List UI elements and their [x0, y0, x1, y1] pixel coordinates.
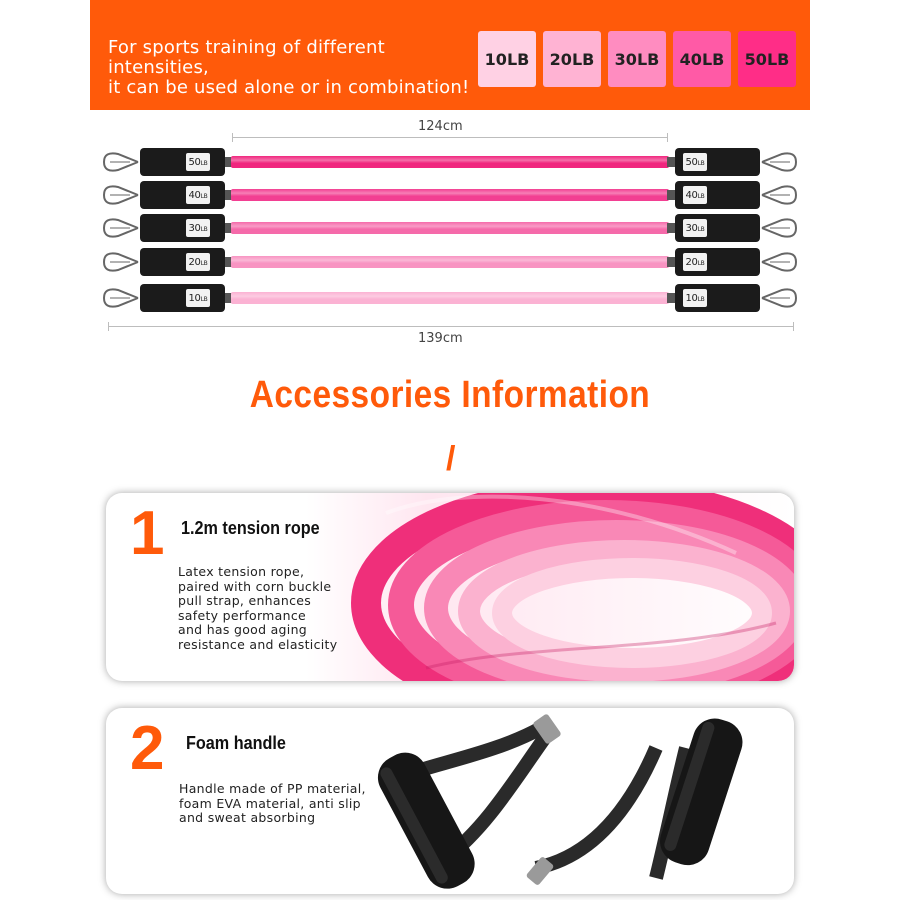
total-length-line	[108, 326, 794, 327]
tube-connector	[667, 190, 675, 200]
band-weight-tag: 10 LB	[683, 289, 707, 307]
band-20lb	[100, 248, 800, 276]
carabiner-hook-icon	[760, 152, 800, 172]
band-end-cap	[140, 148, 225, 176]
description-line: Latex tension rope,	[178, 564, 305, 579]
band-end-cap	[140, 181, 225, 209]
total-length-label: 139cm	[418, 331, 463, 346]
carabiner-hook-icon	[760, 288, 800, 308]
band-tube	[231, 156, 669, 168]
band-10lb	[100, 284, 800, 312]
title-separator: /	[446, 440, 456, 478]
description-line: pull strap, enhances	[178, 593, 312, 608]
banner-text	[108, 38, 478, 98]
band-weight-tag: 50 LB	[186, 153, 210, 171]
band-end-cap	[675, 148, 760, 176]
carabiner-hook-icon	[100, 152, 140, 172]
card-title: 1.2m tension rope	[181, 518, 320, 538]
band-weight-tag: 40 LB	[683, 186, 707, 204]
band-tube	[231, 222, 669, 234]
band-end-cap	[675, 248, 760, 276]
description-line: foam EVA material, anti slip	[179, 795, 361, 811]
band-50lb	[100, 148, 800, 176]
feature-card-tension-rope	[106, 493, 794, 681]
carabiner-hook-icon	[100, 218, 140, 238]
weight-badge-30lb: 30LB	[608, 31, 666, 87]
carabiner-hook-icon	[760, 252, 800, 272]
carabiner-hook-icon	[760, 185, 800, 205]
banner-line-1: For sports training of different intensities,	[108, 37, 385, 78]
pink-coiled-rope-image	[306, 493, 794, 681]
description-line: resistance and elasticity	[178, 636, 338, 652]
inner-length-label: 124cm	[418, 119, 463, 134]
band-weight-tag: 50 LB	[683, 153, 707, 171]
weight-badges	[478, 31, 796, 87]
description-line: Handle made of PP material,	[179, 781, 366, 796]
band-end-cap	[675, 181, 760, 209]
card-description	[179, 782, 366, 826]
carabiner-hook-icon	[760, 218, 800, 238]
weight-badge-20lb: 20LB	[543, 31, 601, 87]
band-end-cap	[675, 214, 760, 242]
carabiner-hook-icon	[100, 252, 140, 272]
band-tube	[231, 189, 669, 201]
weight-badge-10lb: 10LB	[478, 31, 536, 87]
description-line: and has good aging	[178, 622, 308, 637]
carabiner-hook-icon	[100, 185, 140, 205]
description-line: paired with corn buckle	[178, 578, 332, 594]
card-number: 2	[130, 714, 165, 783]
top-banner	[90, 0, 810, 110]
tube-connector	[667, 293, 675, 303]
band-30lb	[100, 214, 800, 242]
carabiner-hook-icon	[100, 288, 140, 308]
weight-badge-50lb: 50LB	[738, 31, 796, 87]
band-weight-tag: 30 LB	[186, 219, 210, 237]
band-weight-tag: 30 LB	[683, 219, 707, 237]
band-weight-tag: 40 LB	[186, 186, 210, 204]
feature-card-foam-handle	[106, 708, 794, 894]
band-end-cap	[140, 284, 225, 312]
tube-connector	[667, 257, 675, 267]
card-number: 1	[130, 499, 165, 568]
band-weight-tag: 20 LB	[683, 253, 707, 271]
band-end-cap	[675, 284, 760, 312]
weight-badge-40lb: 40LB	[673, 31, 731, 87]
inner-length-line	[232, 137, 668, 138]
tube-connector	[667, 157, 675, 167]
band-end-cap	[140, 214, 225, 242]
description-line: safety performance	[178, 607, 306, 623]
card-title: Foam handle	[186, 733, 286, 753]
band-weight-tag: 10 LB	[186, 289, 210, 307]
description-line: and sweat absorbing	[179, 810, 316, 825]
band-tube	[231, 256, 669, 268]
banner-line-2: it can be used alone or in combination!	[108, 77, 470, 98]
black-foam-handles-image	[356, 708, 794, 894]
band-weight-tag: 20 LB	[186, 253, 210, 271]
card-description	[178, 565, 337, 652]
accessories-title: Accessories Information	[249, 374, 651, 416]
band-end-cap	[140, 248, 225, 276]
band-tube	[231, 292, 669, 304]
tube-connector	[667, 223, 675, 233]
band-40lb	[100, 181, 800, 209]
